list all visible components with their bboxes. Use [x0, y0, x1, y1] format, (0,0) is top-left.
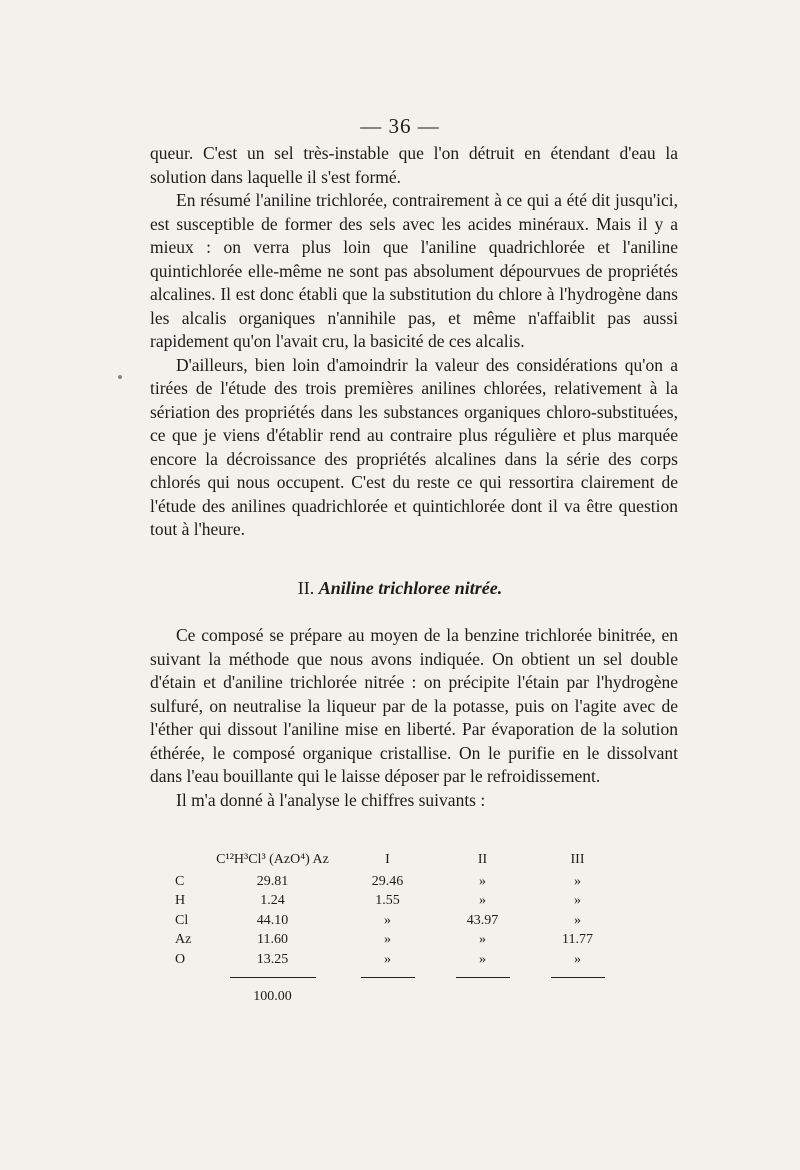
- table-row: [175, 911, 625, 931]
- table-cell: »: [479, 932, 486, 948]
- total-row: [175, 986, 625, 1008]
- paragraph: Il m'a donné à l'analyse le chiffres suivants :: [176, 789, 486, 810]
- sum-rule: [551, 977, 605, 978]
- analysis-table: [175, 848, 645, 1008]
- table-cell: Cl: [175, 912, 189, 928]
- sum-rule: [361, 977, 415, 978]
- table-row: [175, 931, 625, 951]
- section-title: Aniline trichloree nitrée.: [318, 578, 503, 598]
- section-number: II.: [297, 578, 315, 598]
- table-cell: »: [574, 912, 581, 928]
- table-cell: 29.81: [256, 873, 289, 889]
- table-cell: »: [574, 873, 581, 889]
- table-cell: Az: [175, 932, 192, 948]
- table-header: II: [477, 852, 488, 867]
- paragraph: Ce composé se prépare au moyen de la benzine trichlorée binitrée, en suivant la méthode que nous avons indiquée. On obtient un sel double d'étain et d'aniline trichlorée nitrée : on précipite l'étain par l'hydrogène sulfuré, on neutralise la liqueur par de la potasse, puis on l'agite avec de l'éther qui dissout l'aniline mise en liberté. Par évaporation de la solution éthérée, le composé organique cristallise. On le purifie en le dissolvant dans l'eau bouillante qui le laisse déposer par le refroidissement.: [150, 625, 678, 786]
- table-cell: »: [574, 893, 581, 909]
- table-header-row: [175, 848, 625, 872]
- table-cell: »: [384, 951, 391, 967]
- margin-speck: [118, 375, 122, 379]
- table-row: [175, 872, 625, 892]
- table-cell: »: [384, 912, 391, 928]
- table-cell: »: [384, 932, 391, 948]
- table-cell: »: [574, 951, 581, 967]
- table-cell: 43.97: [466, 912, 499, 928]
- table-cell: 29.46: [371, 873, 404, 889]
- body-text-bottom: [150, 624, 678, 812]
- table-row: [175, 892, 625, 912]
- table-cell: H: [175, 893, 186, 909]
- table-cell: »: [479, 951, 486, 967]
- table-row: [175, 950, 625, 970]
- table-cell: C: [175, 873, 185, 889]
- sum-rule: [456, 977, 510, 978]
- body-text-top: [150, 142, 678, 542]
- table-cell: »: [479, 873, 486, 889]
- table-cell: »: [479, 893, 486, 909]
- table-cell: 13.25: [256, 951, 289, 967]
- table-cell: 11.60: [257, 932, 288, 948]
- sum-rule-row: [175, 970, 625, 986]
- paragraph: queur. C'est un sel très-instable que l'on détruit en étendant d'eau la solution dans laquelle il s'est formé.: [150, 143, 678, 187]
- table-cell: 1.24: [260, 893, 285, 909]
- paragraph: En résumé l'aniline trichlorée, contrairement à ce qui a été dit jusqu'ici, est susceptible de former des sels avec les acides minéraux. Mais il y a mieux : on verra plus loin que l'aniline quadrichlorée et l'aniline quintichlorée elle-même ne sont pas absolument dépourvues de propriétés alcalines. Il est donc établi que la substitution du chlore à l'hydrogène dans les alcalis organiques n'annihile pas, et même n'affaiblit pas aussi rapidement qu'on l'avait cru, la basicité de ces alcalis.: [150, 190, 678, 351]
- table-cell: 44.10: [256, 912, 289, 928]
- page-number: — 36 —: [360, 114, 440, 138]
- table-cell: 11.77: [562, 932, 593, 948]
- total-value: 100.00: [253, 988, 292, 1004]
- table-header: III: [570, 852, 585, 867]
- table-header: [175, 848, 205, 872]
- sum-rule: [230, 977, 316, 978]
- table-cell: 1.55: [375, 893, 400, 909]
- table-cell: O: [175, 951, 186, 967]
- paragraph: D'ailleurs, bien loin d'amoindrir la valeur des considérations qu'on a tirées de l'étude des trois premières anilines chlorées, relativement à la sériation des propriétés dans les substances organiques chloro-substituées, ce que je viens d'établir rend au contraire plus régulière et plus marquée encore la décroissance des propriétés alcalines dans la série des corps chlorés qui nous occupent. C'est du reste ce qui ressortira clairement de l'étude des anilines quadrichlorée et quintichlorée dont il va être question tout à l'heure.: [150, 354, 678, 539]
- section-heading: [0, 578, 800, 599]
- table-header: I: [385, 852, 390, 867]
- table-header: C¹²H³Cl³ (AzO⁴) Az: [216, 852, 329, 867]
